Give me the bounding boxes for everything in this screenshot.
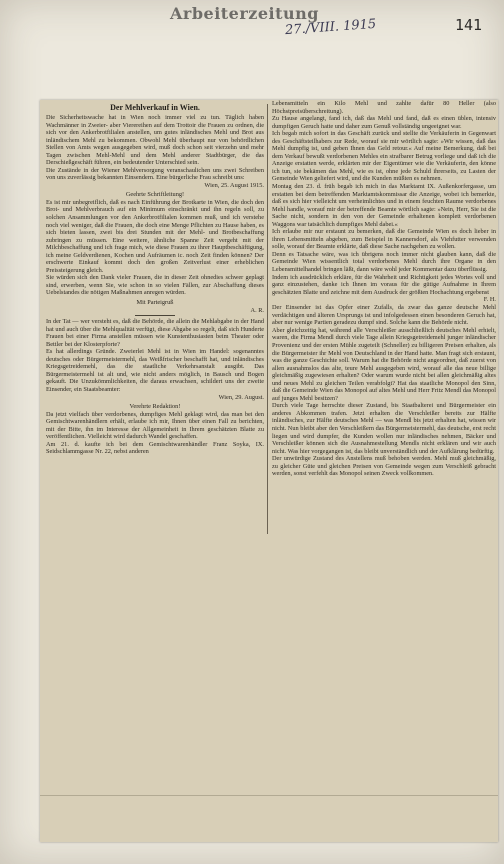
paragraph: Sie würden sich den Dank vieler Frauen, die in dieser Zeit ohnedies schwer geplagt sind, erwerben, wenn Sie, wie schon in so vielen Fällen, zur Abschaffung dieses Uebelstandes die nötigen Maßnahmen anregen würden.: [46, 274, 264, 297]
paragraph: Ich begab mich sofort in das Geschäft zurück und stellte die Verkäuferin in Gegenwart des Geschäftsteilhabers zur Rede, worauf sie mir wörtlich sagte: »Wir wissen, daß das Mehl dumpfig ist, und geben Ihnen das Geld retour.« Auf meine Bemerkung, daß bei dem Verkauf bewußt verdorbenen Mehles ein strafbarer Betrug vorliege und daß ich die Anzeige erstatten werde, erklärten mir der Eigentümer wie die Verkäuferin, den könne ich tun, sie bekämen das Mehl, wie es ist, ohne jede Schuld ihrerseits, zu Lasten der Gemeinde Wien geliefert wird, und die Kunden müßten es nehmen.: [272, 130, 496, 183]
article-right-column: [272, 100, 496, 478]
letter-date: Wien, 29. August.: [218, 393, 264, 401]
handwritten-date: 27./VIII. 1915: [284, 16, 377, 39]
paragraph: Es hat allerdings Gründe. Zweierlei Mehl ist in Wien im Handel: sogenanntes deutsches oder Bürgermeistermehl, das Weißfrischer beschafft hat, und inländisches Kriegsgetreidemehl, das die staatliche Verkehrsanstalt ausgibt. Das Bürgermeistermehl ist alt und, wie nicht anders möglich, in Bausch und Bogen gekauft. Die Unzukömmlichkeiten, die daraus erwachsen, schildert uns der zweite Einsender, ein Staatsbeamter:: [46, 348, 264, 393]
journal-title-stamp: Arbeiterzeitung: [170, 4, 319, 23]
paragraph: Denn es Tatsache wäre, was ich übrigens noch immer nicht glauben kann, daß die Gemeinde Wien wissentlich total verdorbenes Mehl durch ihre Organe in den Lebensmittelhandel bringen läßt, dann wäre wohl jeder Kommentar dazu überflüssig.: [272, 250, 496, 274]
paragraph: Zu Hause angelangt, fand ich, daß das Mehl und fand, daß es einen üblen, intensiv dumpfigen Geruch hatte und daher zum Genuß vollständig ungeeignet war.: [272, 115, 496, 130]
article-title: Der Mehlverkauf in Wien.: [110, 103, 200, 112]
letter-signature: F. H.: [483, 296, 496, 304]
paragraph: Der Einsender ist das Opfer einer Zufalls, da zwar das ganze deutsche Mehl verdächtigen und älteren Ursprungs ist und infolgedessen einen besonderen Geruch hat, aber nur wenige Partien geradezu dumpf sind. Solche kann die Behörde nicht.: [272, 304, 496, 327]
article-left-column: [46, 102, 264, 456]
paragraph: Der unwürdige Zustand des Anstellens muß behoben werden. Mehl muß gleichmäßig, zu gleicher Güte und gleichen Preisen von Gemeinde wegen zum Verschleiß gebracht werden, sonst verfehlt das Monopol seinen Zweck vollkommen.: [272, 455, 496, 478]
letter-date: Wien, 25. August 1915.: [204, 181, 264, 189]
paragraph: Die Zustände in der Wiener Mehlversorgung veranschaulichen uns zwei Schreiben von uns zuverlässig bekannten Einsendern. Eine bürgerliche Frau schreibt uns:: [46, 166, 264, 182]
paragraph: Indem ich ausdrücklich erkläre, für die Wahrheit und Richtigkeit jedes Wortes voll und ganz einzustehen, danke ich Ihnen im voraus für die gütige Aufnahme in Ihrem geschätzten Blatte und zeichne mit dem Ausdruck der größten Hochachtung ergebenst: [272, 273, 496, 296]
paragraph: Durch viele Tage herrschte dieser Zustand, bis Staatbalterei und Bürgermeister ein anderes Abkommen trafen. Jetzt erhalten die Verschleißer bereits zur Hälfte inländisches, zur Hälfte deutsches Mehl — was Mendl bis jetzt erhalten hat, wissen wir nicht. Nun bleibt aber den Verschleißern das Bürgermeistermehl, das deutsche, erst recht liegen und wird dumpfer, die Kunden wollen nur inländisches nehmen, Bäcker und Verschleißer können sich die Ausnahmestellung Mendls nicht erklären und wir auch nicht. Was hier vorgegangen ist, das bleibt unverständlich und der Aufklärung bedürftig.: [272, 402, 496, 455]
paragraph: Ich erlaube mir nur erstaunt zu bemerken, daß die Gemeinde Wien es doch lieber in ihren Lebensmitteln abgeben, zum Beispiel in Kannersdorf, als Viehfutter verwenden solle, worauf der Beamte erklärte, daß diese Sache nachgehen zu wollen.: [272, 228, 496, 251]
paragraph: Die Sicherheitswache hat in Wien noch immer viel zu tun. Täglich haben Wachmänner in Zweier- aber Vierereihen auf dem Trottoir die Frauen zu ordnen, die sich vor den Ankerbrotfilialen anstellen, um gutes inländisches Mehl und Brot aus inländischem Mehl zu bekommen. Obwohl Mehl überhaupt nur von behördlichen Stellen von Amts wegen ausgegeben wird, muß doch schon seit vierzehn und mehr Tagen zwischen Mehl-Mehl und dem Mehl anderer Stadtbürger, die das Derschießgeschäft führen, ein bedeutender Unterschied sein.: [46, 114, 264, 167]
paragraph: Lebensmitteln ein Kilo Mehl und zahlte dafür 80 Heller (also Höchstpreisüberschreitung).: [272, 100, 496, 115]
section-rule: [135, 315, 175, 316]
letter-greeting: Mit Parteigruß: [136, 299, 174, 307]
paper-fold-line: [40, 795, 498, 796]
paragraph: Am 21. d. kaufte ich bei dem Gemischtwarenhändler Franz Soyka, IX. Seidschlammgasse Nr. 22, nebst anderen: [46, 440, 264, 456]
paragraph: Aber gleichzeitig hat, während alle Verschleißer ausschließlich deutsches Mehl erhielt, waren, die Firma Mendl durch viele Tage allein Kriegsgetreidemehl junger inländischer Provenienz und der ersten Mühle zugeteilt (Schneller) zu billigeren Preisen erhalten, als die Bürgermeister ihr Mehl von Deutschland in der Hand hatte. Man fragt sich erstaunt, was die ganze Geschichte soll. Warum hat die Behörde nicht angeordnet, daß zuerst von allen ausnahmslos das alte, teure Mehl ausgegeben wird, worauf alle das neue billige gleichmäßig zugewiesen erhalten? Oder warum wurde nicht bei allen gleichmäßig altes und neues Mehl zu gleichen Teilen verabfolgt? Hat das staatliche Monopol den Sinn, daß die Gemeinde Wien das Monopol auf altes Mehl und Herr Fritz Mendl das Monopol auf junges Mehl besitzen?: [272, 326, 496, 402]
paragraph: Da jetzt vielfach über verdorbenes, dumpfiges Mehl geklagt wird, das man bei den Gemischtwarenhändlern erhält, erlaube ich mir, Ihnen über einen Fall zu berichten, mit der Bitte, ihn im Interesse der Allgemeinheit in Ihrem geschätzten Blatte zu veröffentlichen. Vielleicht wird dadurch Wandel geschaffen.: [46, 410, 264, 441]
page-number: 141: [455, 16, 483, 34]
paragraph: In der Tat — wer versteht es, daß die Behörde, die allein die Mehlabgabe in der Hand hat und auch über die Mehlqualität verfügt, diese Abgabe so regelt, daß sich Hunderte Frauen bei einer Firma anstellen müssen wie Kunstenthusiasten beim Theater oder Bettler bei der Klosterpforte?: [46, 318, 264, 348]
letter-salutation: Verehrte Redaktion!: [129, 402, 181, 410]
paragraph: Montag den 23. d. früh begab ich mich in das Marktamt IX. Außenkorfergasse, um erstatten bei dem betreffenden Marktamtskommissar die Anzeige, wobei ich bemerkte, daß es sich hier vielleicht um verheimlichtes und in einem feuchten Raume verdorbenes Mehl handle, worauf mir der betreffende Beamte wörtlich sagte: »Nein, Herr, Sie ist die Sache nicht, sondern in den von der Gemeinde erhaltenen komplett verdorbenen Waggons war tatsächlich dumpfiges Mehl dabei.«: [272, 183, 496, 228]
letter-salutation: Geehrte Schriftleitung!: [125, 190, 185, 198]
letter-signature: A. R.: [250, 307, 264, 315]
column-divider: [267, 104, 268, 534]
paragraph: Es ist mir unbegreiflich, daß es nach Einführung der Brotkarte in Wien, die doch den Brot- und Mehlverbrauch auf ein Minimum einschränkt und ihn regeln soll, zu solchen Ansammlungen vor den Ankerbrotfilialen kommen muß, und ich verstehe noch viel weniger, daß die Frauen, die doch eine Menge Pflichten zu Hause haben, es sich bieten lassen, zwei bis drei Stunden mit der Mehl- und Brotbeschaffung zubringen zu müssen. Eine weitere, ähnliche Spanne Zeit vergeht mit der Milchbeschaffung und ich frage mich, wie diese Frauen zu ihrer Hauptbeschäftigung, ich meine Geldverdienen, Kochen und Aufräumen ic. noch Zeit finden können? Der erschwerte Einkauf kommt doch den großen Zeitverlust einer erheblichen Preissteigerung gleich.: [46, 198, 264, 274]
